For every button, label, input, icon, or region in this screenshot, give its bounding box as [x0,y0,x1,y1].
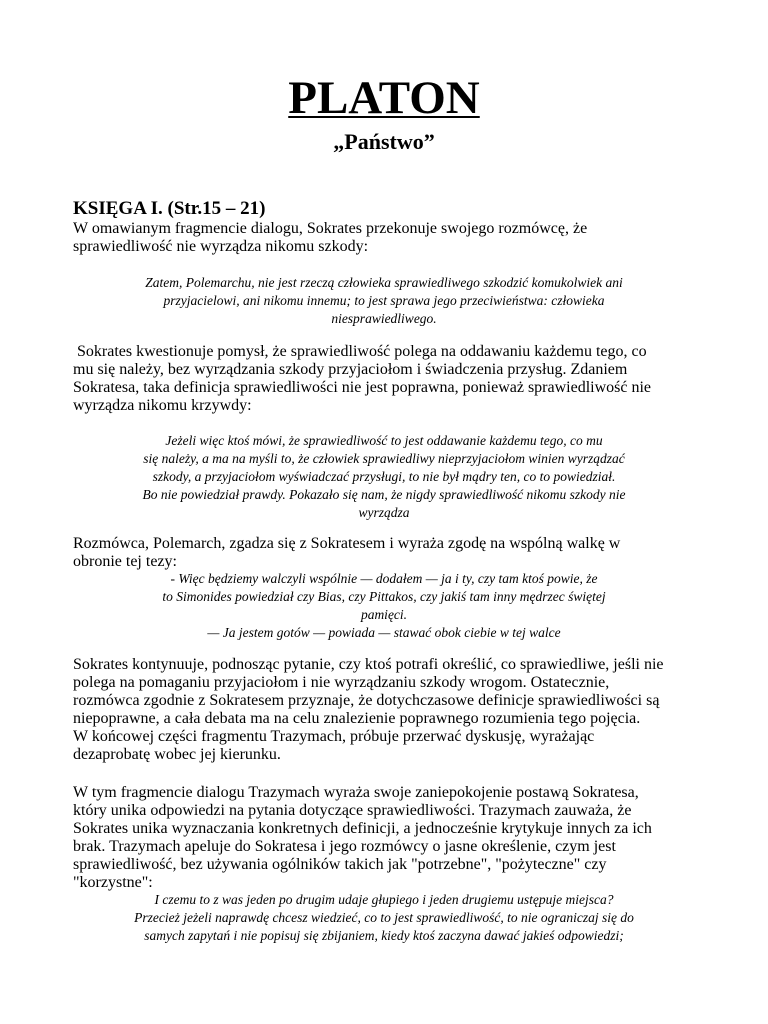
paragraph-definition [73,343,698,415]
quote-line: szkody, a przyjaciołom wyświadczać przysługi, to nie był mądry ten, co to powiedział. [152,469,616,484]
quote-line: - Więc będziemy walczyli wspólnie — dodałem — ja i ty, czy tam ktoś powie, że [170,571,598,586]
quote-together [90,570,678,642]
text-line: Sokrates unika wyznaczania konkretnych definicji, a jednocześnie krytykuje innych za ich [73,820,652,837]
text-line: mu się należy, bez wyrządzania szkody przyjaciołom i świadczenia przysług. Zdaniem [73,361,628,378]
quote-line: samych zapytań i nie popisuj się zbijaniem, kiedy ktoś zaczyna dawać jakieś odpowiedzi; [144,928,624,943]
quote-line: się należy, a ma na myśli to, że człowiek sprawiedliwy nieprzyjaciołom winien wyrządzać [143,451,625,466]
quote-line: pamięci. [360,607,408,622]
paragraph-thrasymachus [73,784,698,892]
text-line: który unika odpowiedzi na pytania dotyczące sprawiedliwości. Trazymach zauważa, że [73,802,632,819]
text-line: dezaprobatę wobec jej kierunku. [73,746,281,763]
text-line: wyrządza nikomu krzywdy: [73,397,252,414]
text-line: obronie tej tezy: [73,553,177,570]
document-subtitle: „Państwo” [333,129,435,154]
quote-justice [90,432,678,522]
text-line: "korzystne": [73,874,153,891]
paragraph-continuation [73,656,698,764]
text-line: Sokrates kwestionuje pomysł, że sprawiedliwość polega na oddawaniu każdemu tego, co [73,343,647,360]
text-line: Sokrates kontynuuje, podnosząc pytanie, czy ktoś potrafi określić, co sprawiedliwe, jeśli nie [73,656,664,673]
quote-line: Przecież jeżeli naprawdę chcesz wiedzieć, co to jest sprawiedliwość, to nie ograniczaj się do [134,910,634,925]
text-line: sprawiedliwość nie wyrządza nikomu szkody: [73,238,369,255]
document-title: PLATON [288,72,480,124]
quote-polemarchus [90,274,678,328]
quote-line: przyjacielowi, ani nikomu innemu; to jest sprawa jego przeciwieństwa: człowieka [163,293,605,308]
text-line: W omawianym fragmencie dialogu, Sokrates przekonuje swojego rozmówcę, że [73,220,588,237]
section-heading: KSIĘGA I. (Str.15 – 21) [73,198,266,219]
quote-line: I czemu to z was jeden po drugim udaje głupiego i jeden drugiemu ustępuje miejsca? [154,892,614,907]
quote-line: niesprawiedliwego. [331,311,437,326]
text-line: Rozmówca, Polemarch, zgadza się z Sokratesem i wyraża zgodę na wspólną walkę w [73,535,621,552]
paragraph-polemarch [73,535,698,571]
quote-line: Bo nie powiedział prawdy. Pokazało się nam, że nigdy sprawiedliwość nikomu szkody nie [142,487,626,502]
text-line: W tym fragmencie dialogu Trazymach wyraża swoje zaniepokojenie postawą Sokratesa, [73,784,639,801]
quote-line: Zatem, Polemarchu, nie jest rzeczą człowieka sprawiedliwego szkodzić komukolwiek ani [145,275,623,290]
text-line: sprawiedliwość, bez używania ogólników takich jak "potrzebne", "pożyteczne" czy [73,856,607,873]
text-line: Sokratesa, taka definicja sprawiedliwości nie jest poprawna, ponieważ sprawiedliwość nie [73,379,652,396]
text-line: niepoprawne, a cała debata ma na celu znalezienie poprawnego rozumienia tego pojęcia. [73,710,641,727]
quote-line: to Simonides powiedział czy Bias, czy Pittakos, czy jakiś tam inny mędrzec świętej [162,589,606,604]
text-line: W końcowej części fragmentu Trazymach, próbuje przerwać dyskusję, wyrażając [73,728,595,745]
quote-line: wyrządza [358,505,410,520]
quote-thrasymachus [90,891,678,945]
text-line: brak. Trazymach apeluje do Sokratesa i jego rozmówcy o jasne określenie, czym jest [73,838,616,855]
quote-line: Jeżeli więc ktoś mówi, że sprawiedliwość to jest oddawanie każdemu tego, co mu [165,433,603,448]
text-line: polega na pomaganiu przyjaciołom i nie wyrządzaniu szkody wrogom. Ostatecznie, [73,674,610,691]
text-line: rozmówca zgodnie z Sokratesem przyznaje, że dotychczasowe definicje sprawiedliwości są [73,692,660,709]
paragraph-intro [73,220,698,256]
quote-line: — Ja jestem gotów — powiada — stawać obok ciebie w tej walce [207,625,561,640]
